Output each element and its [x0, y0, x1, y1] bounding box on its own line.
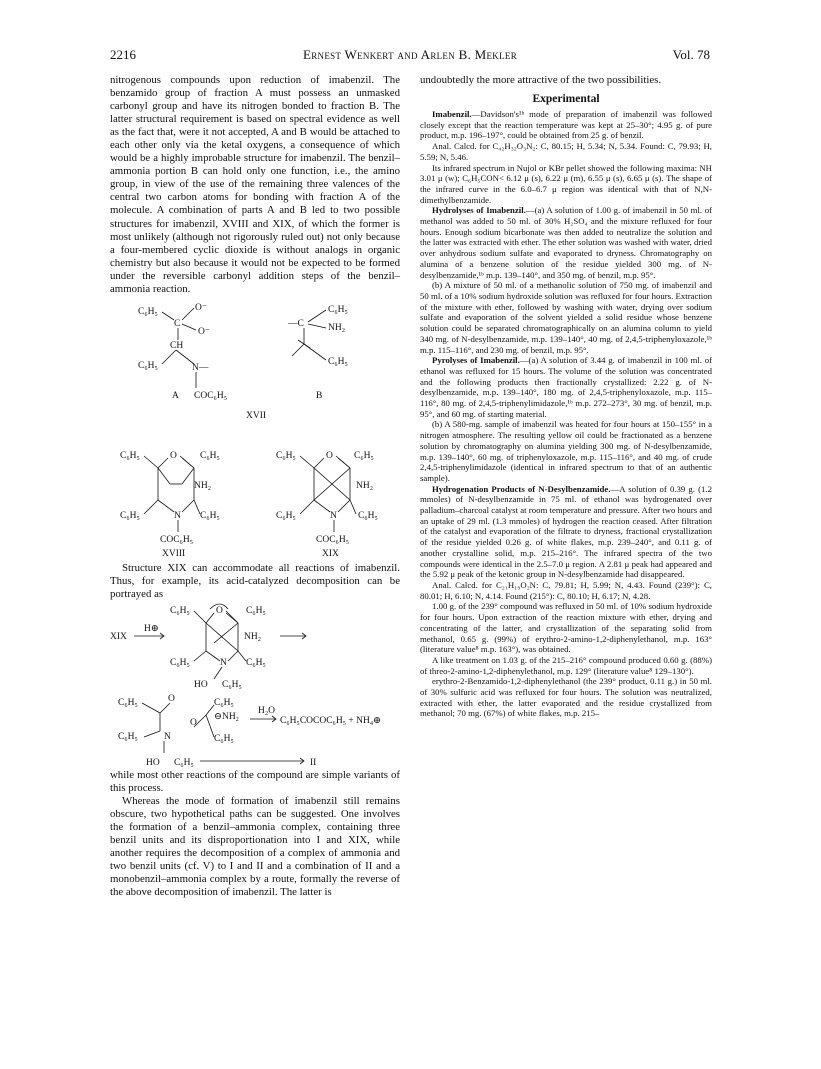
- exp-text: —(a) A solution of 1.00 g. of imabenzil in 50 ml. of methanol was added to 50 ml. of 30% H₂SO₄ and the mixture refluxed for four hours. Enough sodium bicarbonate was then added to neutralize the solution and the latter was extracted with ether. The ether solution was washed with water, dried over anhydrous sodium sulfate and evaporated to dryness. Chromatography on alumina of a benzene solution of the residue yielded 300 mg. of N-desylbenzamide,¹ᵇ m.p. 139–140°, and 350 mg. of benzil, m.p. 95°.: [420, 205, 712, 280]
- run-in-heading: Hydrogenation Products of N-Desylbenzamide.: [432, 483, 611, 494]
- exp-analysis-1: Anal. Calcd. for C₄₂H₃₂O₃N₂: C, 80.15; H, 5.34; N, 5.34. Found: C, 79.93; H, 5.59; N, 5.46.: [420, 141, 712, 162]
- reaction-scheme: [110, 601, 400, 769]
- left-paragraph-4: Whereas the mode of formation of imabenzil still remains obscure, two hypothetical paths can be suggested. One involves the formation of a benzil–ammonia complex, containing three benzil units and its disproportionation into I and XIX, while another requires the decomposition of a complex of ammonia and two benzil units (cf. V) to I and II and a combination of II and a monobenzil–ammonia complex by a route, formally the reverse of the above decomposition of imabenzil. The latter is: [110, 795, 400, 899]
- fig-text: C₆H₅COCOC₆H₅ + NH₄⊕: [280, 715, 382, 726]
- fig-text: C₆H₅: [276, 450, 296, 461]
- fig-text: NH₂: [356, 480, 374, 491]
- fig-text: ⊖NH₂: [214, 711, 239, 722]
- fig-text: II: [310, 757, 317, 768]
- fig-text: C₆H₅: [328, 356, 348, 367]
- fig-text: C₆H₅: [354, 450, 374, 461]
- exp-threo: A like treatment on 1.03 g. of the 215–216° compound produced 0.60 g. (88%) of threo-2-amino-1,2-diphenylethanol, m.p. 129° (literature value⁸ 129–130°).: [420, 654, 712, 676]
- fig-text: HO: [146, 757, 160, 768]
- fig-text: O: [190, 717, 197, 728]
- run-in-heading: Pyrolyses of Imabenzil.: [432, 355, 520, 366]
- fig-text: O: [168, 693, 175, 704]
- fig-text: C₆H₅: [138, 306, 158, 317]
- exp-infrared: Its infrared spectrum in Nujol or KBr pellet showed the following maxima: NH 3.01 μ (w); C₆H₅CON< 6.12 μ (s), 6.22 μ (m), 6.55 μ (s), 6.65 μ (s). The shape of the infrared curve in the 6.0–6.7 μ region was identical with that of N,N-dimethylbenzamide.: [420, 162, 712, 205]
- section-heading: Experimental: [532, 93, 600, 106]
- fig-text: COC₆H₅: [194, 390, 228, 401]
- fig-text: C₆H₅: [118, 697, 138, 708]
- run-in-heading: Imabenzil.: [432, 109, 472, 120]
- fig-text: C₆H₅: [214, 697, 234, 708]
- fig-text: A: [172, 390, 179, 401]
- exp-hydrogenation: [420, 484, 712, 580]
- fig-text: C₆H₅: [358, 510, 378, 521]
- fig-text: O⁻: [198, 326, 210, 337]
- fig-text: C₆H₅: [328, 304, 348, 315]
- exp-text: —A solution of 0.39 g. (1.2 mmoles) of N-desylbenzamide in 75 ml. of ethanol was hydrogenated over palladium–charcoal catalyst at room temperature and pressure. After two hours and an uptake of 29 ml. (1.3 mmoles) of hydrogen the reaction ceased. After filtration of the catalyst and evaporation of the filtrate to dryness, fractional crystallization of the residue yielded 0.26 g. of white flakes, m.p. 239–240°, and 0.11 g. of another crystalline solid, m.p. 215–216°. The infrared spectra of the two compounds were identical in the 2.5–7.0 μ region. A 2.81 μ peak had appeared and the 5.92 μ peak of the ketonic group in N-desylbenzamide had disappeared.: [420, 483, 712, 580]
- fig-text: C: [174, 318, 181, 329]
- exp-analysis-2: Anal. Calcd. for C₂₁H₁₉O₂N: C, 79.81; H, 5.99; N, 4.43. Found (239°): C, 80.01; H, 6.10; N, 4.14. Found (215°): C, 80.10; H, 6.17; N, 4.28.: [420, 579, 712, 601]
- fig-text: N: [220, 657, 227, 668]
- left-paragraph-3: while most other reactions of the compound are simple variants of this process.: [110, 768, 400, 794]
- fig-text: NH₂: [328, 322, 346, 333]
- fig-text: C₆H₅: [174, 757, 194, 768]
- exp-pyrolyses-b: (b) A 580-mg. sample of imabenzil was heated for four hours at 150–155° in a nitrogen atmosphere. The resulting yellow oil could be fractionated as a benzene solution by chromatography on alumina yielding 300 mg. of N-desylbenzamide, m.p. 139–140°, 60 mg. of triphenyloxazole, m.p. 115–116°, and 40 mg. of crude 2,4,5-triphenylimidazole (identical in infrared spectrum to that of an authentic sample).: [420, 419, 712, 483]
- fig-text: HO: [194, 679, 208, 690]
- fig-text: COC₆H₅: [316, 534, 350, 545]
- fig-text: C₆H₅: [222, 679, 242, 690]
- left-column: [110, 74, 400, 899]
- running-title: Ernest Wenkert and Arlen B. Mekler: [302, 47, 518, 62]
- fig-text: C₆H₅: [170, 657, 190, 668]
- fig-text: N: [164, 731, 171, 742]
- fig-text: XVIII: [162, 548, 186, 559]
- fig-text: C₆H₅: [200, 450, 220, 461]
- structure-figure-a-b: [110, 296, 400, 444]
- exp-imabenzil: [420, 109, 712, 141]
- fig-text: NH₂: [244, 631, 262, 642]
- exp-text: —(a) A solution of 3.44 g. of imabenzil in 100 ml. of ethanol was refluxed for 15 hours. The volume of the solution was concentrated and the following products then fractionally crystallized: 2.22 g. of N-desylbenzamide, m.p. 139–140°, 180 mg. of 2,4,5-triphenyloxazole, m.p. 115–116°, 80 mg. of 2,4,5-triphenylimidazole,¹ᵇ m.p. 272–273°, 30 mg. of benzil, m.p. 95°, and 60 mg. of starting material.: [420, 355, 712, 419]
- fig-text: C₆H₅: [214, 733, 234, 744]
- volume-label: Vol. 78: [672, 47, 710, 62]
- fig-text: B: [316, 390, 323, 401]
- right-paragraph-0: undoubtedly the more attractive of the two possibilities.: [420, 74, 662, 86]
- fig-text: C₆H₅: [138, 360, 158, 371]
- running-header: [110, 47, 710, 63]
- exp-erythro: 1.00 g. of the 239° compound was refluxed in 50 ml. of 10% sodium hydroxide for four hours. Upon extraction of the reaction mixture with ether, drying and concentrating of the latter, and crystallization of the separating solid from methanol, 0.65 g. (99%) of erythro-2-amino-1,2-diphenylethanol, m.p. 163° (literature value⁸ m.p. 163°), was obtained.: [420, 601, 712, 655]
- fig-text: C₆H₅: [246, 657, 266, 668]
- page-number: 2216: [110, 47, 136, 62]
- fig-text: C₆H₅: [200, 510, 220, 521]
- right-column: [420, 74, 712, 719]
- fig-text: O: [326, 450, 333, 461]
- exp-benzamido: erythro-2-Benzamido-1,2-diphenylethanol (the 239° product, 0.11 g.) in 50 ml. of 30% sulfuric acid was refluxed for four hours. The solution was neutralized, extracted with ether, the latter evaporated and the residue crystallized from methanol; 70 mg. (67%) of white flakes, m.p. 215–: [420, 676, 712, 719]
- exp-hydrolyses: [420, 205, 712, 280]
- fig-text: NH₂: [194, 480, 212, 491]
- fig-text: O: [170, 450, 177, 461]
- fig-text: COC₆H₅: [160, 534, 194, 545]
- fig-text: C₆H₅: [120, 450, 140, 461]
- fig-text: H₂O: [258, 705, 276, 716]
- exp-pyrolyses: [420, 355, 712, 419]
- fig-text: XIX: [322, 548, 339, 559]
- fig-text: C₆H₅: [120, 510, 140, 521]
- fig-text: O⁻: [195, 302, 207, 313]
- fig-text: C₆H₅: [246, 605, 266, 616]
- fig-text: C₆H₅: [276, 510, 296, 521]
- fig-text: C₆H₅: [118, 731, 138, 742]
- fig-text: O: [216, 605, 223, 616]
- fig-text: XVII: [246, 410, 267, 421]
- structure-figure-xviii-xix: [110, 444, 400, 562]
- exp-text: —Davidson's¹ᵇ mode of preparation of imabenzil was followed closely except that the reaction temperature was kept at 25–30°; 4.95 g. of pure product, m.p. 196–197°, could be obtained from 25 g. of benzil.: [420, 109, 712, 141]
- fig-text: N: [174, 510, 181, 521]
- left-paragraph-1: nitrogenous compounds upon reduction of imabenzil. The benzamido group of fraction A must possess an unmasked carbonyl group and have its nitrogen bonded to fraction B. The latter structural requirement is based on spectral evidence as well as the fact that, were it not accepted, A and B would be attached to each other only via the ketal oxygens, a consequence of which would be a highly improbable structure for imabenzil. The benzil–ammonia portion B can hold only one function, i.e., the amino group, in view of the use of the remaining three valences of the central two carbon atoms for bonding with fraction A of the molecule. A combination of parts A and B led to two possible structures for imabenzil, XVIII and XIX, of which the former is most unlikely (although not rigorously ruled out) not only because a four-membered cyclic dioxide is without analogs in organic chemistry but also because it would not be expected to be formed under the reversible carbonyl addition steps of the benzil–ammonia reaction.: [110, 74, 400, 295]
- exp-hydrolyses-b: (b) A mixture of 50 ml. of a methanolic solution of 750 mg. of imabenzil and 50 ml. of a 10% sodium hydroxide solution was refluxed for four hours. Extraction of the mixture with ether, followed by washing with water, drying over sodium sulfate and evaporation of the solvent yielded a solid residue whose benzene solution could be separated chromatographically on an alumina column to yield 340 mg. of N-desylbenzamide, m.p. 139–140°, 40 mg. of 2,4,5-triphenyloxazole,¹ᵇ m.p. 115–116°, and 230 mg. of benzil, m.p. 95°.: [420, 280, 712, 355]
- fig-text: CH: [170, 340, 184, 351]
- fig-text: N—: [192, 362, 209, 373]
- fig-text: C₆H₅: [170, 605, 190, 616]
- fig-text: XIX: [110, 631, 127, 642]
- left-paragraph-2: Structure XIX can accommodate all reactions of imabenzil. Thus, for example, its acid-catalyzed decomposition can be portrayed as: [110, 561, 400, 600]
- fig-text: H⊕: [144, 623, 159, 634]
- fig-text: N: [330, 510, 337, 521]
- fig-text: —C: [288, 318, 304, 329]
- run-in-heading: Hydrolyses of Imabenzil.: [432, 205, 526, 216]
